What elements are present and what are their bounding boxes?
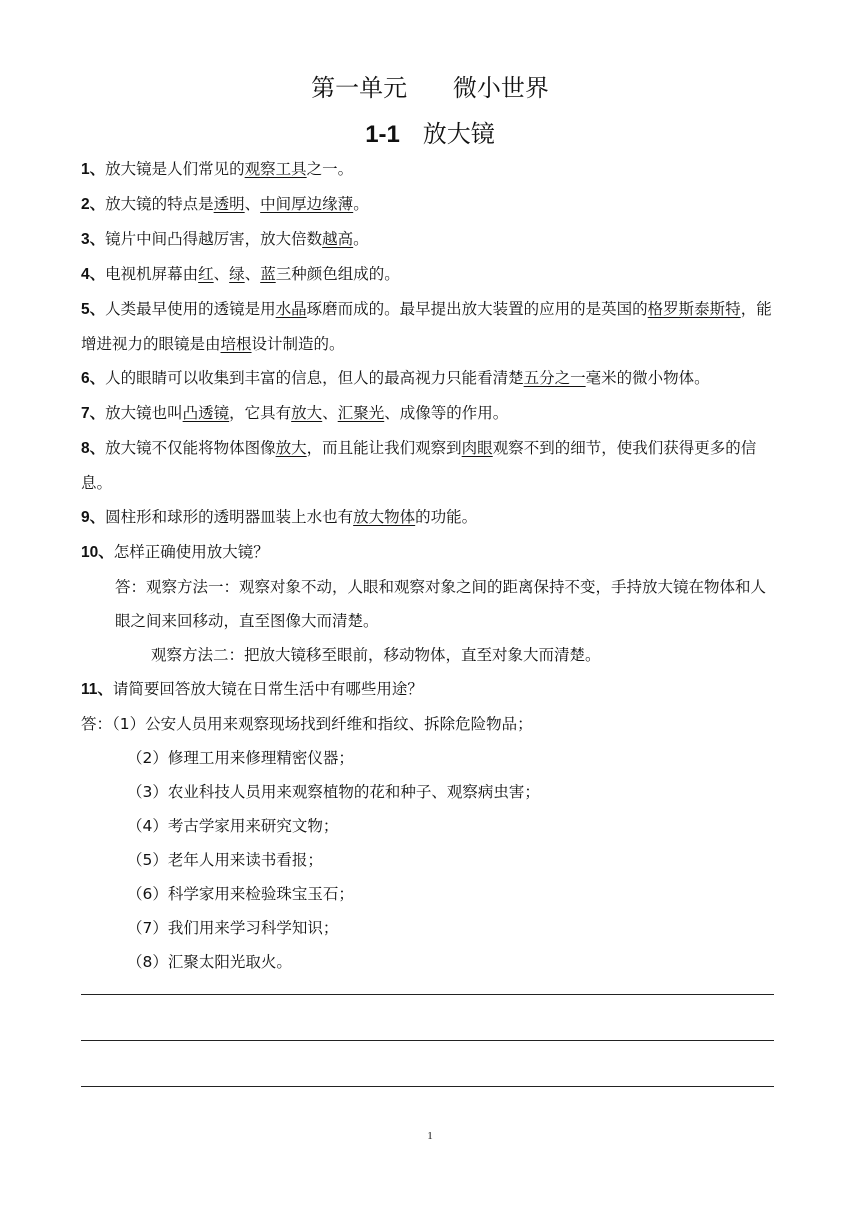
answer-blank: 红 — [198, 265, 214, 283]
use-list-item: （4）考古学家用来研究文物； — [127, 817, 339, 835]
question-number: 11、 — [81, 681, 113, 698]
question-11 — [81, 672, 781, 707]
answer11-lead: 答：（1）公安人员用来观察现场找到纤维和指纹、拆除危险物品； — [81, 715, 533, 733]
answer-blank: 格罗斯泰斯特 — [647, 300, 741, 318]
question-item — [81, 152, 781, 187]
question-item — [81, 361, 781, 396]
item-number: 4、 — [81, 266, 106, 283]
unit-title: 第一单元 微小世界 — [311, 74, 549, 102]
use-list-item: （3）农业科技人员用来观察植物的花和种子、观察病虫害； — [127, 783, 540, 801]
item-number: 1、 — [81, 161, 106, 178]
item-text: 电视机屏幕由 — [105, 265, 199, 283]
item-text: 。 — [353, 230, 369, 248]
item-text: 、成像等的作用。 — [384, 404, 509, 422]
question-item — [81, 222, 781, 257]
question-item — [81, 500, 781, 535]
item-text: 三种颜色组成的。 — [275, 265, 400, 283]
answer-blank: 中间厚边缘薄 — [260, 195, 354, 213]
use-list-item: （2）修理工用来修理精密仪器； — [127, 749, 354, 767]
answer-blank: 观察工具 — [244, 160, 307, 178]
item-number: 2、 — [81, 196, 106, 213]
item-text: 观察不到的细节，使我们获得更多的信息。 — [81, 439, 757, 492]
use-list-item: （6）科学家用来检验珠宝玉石； — [127, 885, 354, 903]
item-number: 7、 — [81, 405, 106, 422]
answer11-list — [81, 741, 781, 979]
lesson-name: 放大镜 — [422, 120, 495, 148]
item-text: 放大镜是人们常见的 — [105, 160, 245, 178]
blank-line — [81, 994, 774, 995]
blank-line — [81, 1040, 774, 1041]
item-text: 、 — [244, 265, 261, 283]
answer-blank: 凸透镜 — [182, 404, 230, 422]
use-list-item: （8）汇聚太阳光取火。 — [127, 953, 292, 971]
answer10-method1: 答：观察方法一：观察对象不动，人眼和观察对象之间的距离保持不变，手持放大镜在物体和人眼之间来回移动，直至图像大而清楚。 — [115, 578, 767, 630]
item-text: 琢磨而成的。最早提出放大装置的应用的是英国的 — [306, 300, 648, 318]
use-list-item: （5）老年人用来读书看报； — [127, 851, 323, 869]
answer10-method2: 观察方法二：把放大镜移至眼前，移动物体，直至对象大而清楚。 — [151, 646, 601, 664]
answer-blank: 放大物体 — [353, 508, 416, 526]
blank-lines — [81, 994, 774, 1132]
question-item — [81, 535, 781, 570]
answer-blank: 放大 — [291, 404, 323, 422]
question-item — [81, 292, 781, 361]
item-number: 6、 — [81, 370, 106, 387]
item-text: ，而且能让我们观察到 — [306, 439, 462, 457]
blank-line — [81, 1086, 774, 1087]
item-text: ，能增进视力的眼镜是由 — [81, 300, 772, 353]
answer-blank: 放大 — [275, 439, 307, 457]
item-text: 放大镜的特点是 — [105, 195, 214, 213]
lesson-number: 1-1 — [365, 121, 400, 148]
question-item — [81, 187, 781, 222]
answer-blank: 越高 — [322, 230, 354, 248]
use-list-item: （7）我们用来学习科学知识； — [127, 919, 339, 937]
page-number: 1 — [427, 1130, 433, 1142]
item-number: 8、 — [81, 440, 106, 457]
item-text: 之一。 — [306, 160, 354, 178]
answer-blank: 透明 — [213, 195, 245, 213]
lesson-title — [0, 114, 860, 149]
answer-blank: 五分之一 — [523, 369, 586, 387]
question-item — [81, 431, 781, 500]
item-text: 、 — [213, 265, 230, 283]
item-text: 放大镜也叫 — [105, 404, 183, 422]
item-text: 镜片中间凸得越厉害，放大倍数 — [105, 230, 323, 248]
item-number: 3、 — [81, 231, 106, 248]
item-text: 圆柱形和球形的透明器皿装上水也有 — [105, 508, 354, 526]
answer-blank: 蓝 — [260, 265, 276, 283]
item-number: 10、 — [81, 544, 114, 561]
item-number: 9、 — [81, 509, 106, 526]
question-text: 请简要回答放大镜在日常生活中有哪些用途？ — [112, 680, 423, 698]
item-text: 的功能。 — [415, 508, 478, 526]
document-body — [81, 152, 781, 979]
item-text: 人类最早使用的透镜是用 — [105, 300, 276, 318]
answer-blank: 绿 — [229, 265, 245, 283]
answer-blank: 水晶 — [275, 300, 307, 318]
answer-blank: 汇聚光 — [337, 404, 385, 422]
question-item — [81, 257, 781, 292]
item-text: 放大镜不仅能将物体图像 — [105, 439, 276, 457]
item-text: 人的眼睛可以收集到丰富的信息，但人的最高视力只能看清楚 — [105, 369, 524, 387]
item-text: 怎样正确使用放大镜？ — [113, 543, 269, 561]
answer-blank: 培根 — [220, 335, 252, 353]
answer-blank: 肉眼 — [461, 439, 493, 457]
item-number: 5、 — [81, 301, 106, 318]
item-text: 、 — [322, 404, 338, 422]
item-text: 、 — [244, 195, 261, 213]
item-text: ，它具有 — [229, 404, 292, 422]
item-text: 设计制造的。 — [251, 335, 345, 353]
item-text: 毫米的微小物体。 — [585, 369, 710, 387]
item-text: 。 — [353, 195, 369, 213]
item-list — [81, 152, 781, 570]
question-item — [81, 396, 781, 431]
